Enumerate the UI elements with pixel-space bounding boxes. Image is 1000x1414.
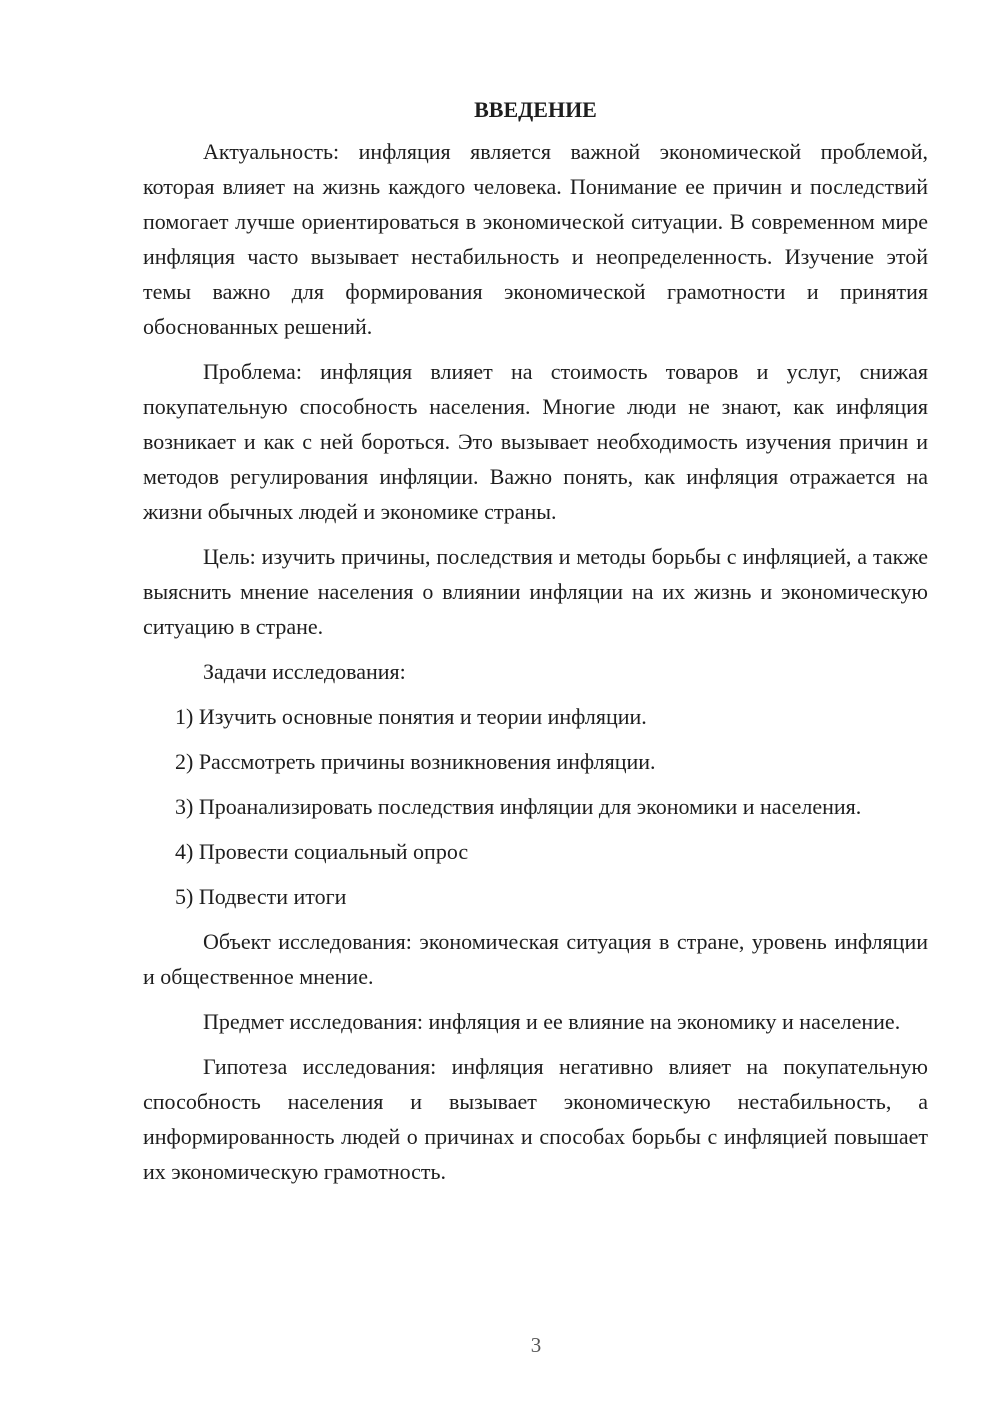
task-item-3: 3) Проанализировать последствия инфляции для экономики и населения. bbox=[175, 794, 862, 819]
paragraph-subject: Предмет исследования: инфляция и ее влияние на экономику и население. bbox=[203, 1009, 901, 1034]
paragraph-object: Объект исследования: экономическая ситуация в стране, уровень инфляции и общественное мнение. bbox=[143, 929, 928, 989]
paragraph-hypothesis: Гипотеза исследования: инфляция негативно влияет на покупательную способность населения и вызывает экономическую нестабильность, а информированность людей о причинах и способах борьбы с инфляцией повышает их экономическую грамотность. bbox=[143, 1054, 928, 1184]
task-item-1: 1) Изучить основные понятия и теории инфляции. bbox=[175, 704, 647, 729]
page-number: 3 bbox=[530, 1333, 542, 1357]
section-title: ВВЕДЕНИЕ bbox=[474, 97, 597, 122]
paragraph-tasks-heading: Задачи исследования: bbox=[203, 659, 406, 684]
document-body bbox=[143, 96, 928, 1199]
paragraph-goal: Цель: изучить причины, последствия и методы борьбы с инфляцией, а также выяснить мнение населения о влиянии инфляции на их жизнь и экономическую ситуацию в стране. bbox=[143, 544, 928, 639]
task-item-5: 5) Подвести итоги bbox=[175, 884, 347, 909]
task-item-2: 2) Рассмотреть причины возникновения инфляции. bbox=[175, 749, 656, 774]
paragraph-relevance: Актуальность: инфляция является важной экономической проблемой, которая влияет на жизнь каждого человека. Понимание ее причин и последствий помогает лучше ориентироваться в экономической ситуации. В современном мире инфляция часто вызывает нестабильность и неопределенность. Изучение этой темы важно для формирования экономической грамотности и принятия обоснованных решений. bbox=[143, 139, 928, 339]
paragraph-problem: Проблема: инфляция влияет на стоимость товаров и услуг, снижая покупательную способность населения. Многие люди не знают, как инфляция возникает и как с ней бороться. Это вызывает необходимость изучения причин и методов регулирования инфляции. Важно понять, как инфляция отражается на жизни обычных людей и экономике страны. bbox=[143, 359, 928, 524]
task-item-4: 4) Провести социальный опрос bbox=[175, 839, 469, 864]
